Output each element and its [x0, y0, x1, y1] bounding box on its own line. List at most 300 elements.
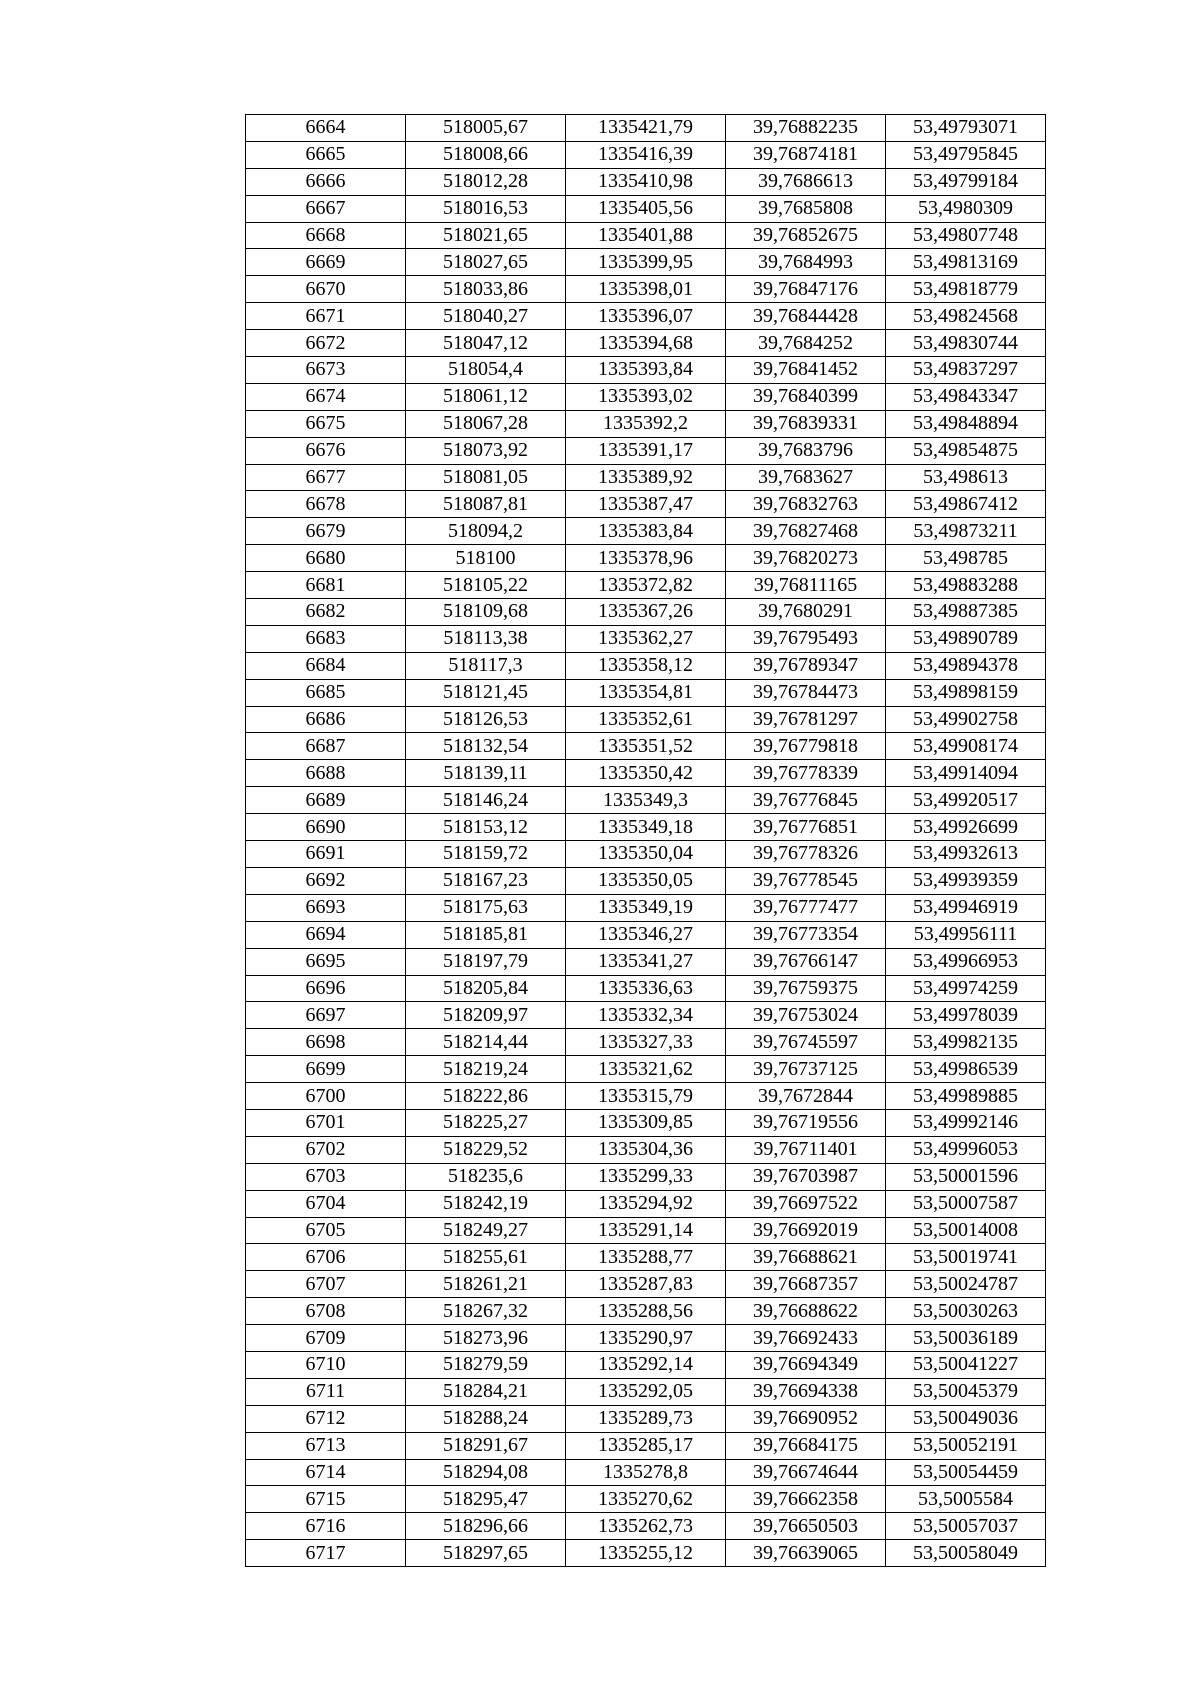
- point-number-cell: 6671: [246, 303, 406, 330]
- table-row: [246, 652, 1046, 679]
- longitude-cell: 39,7684993: [726, 249, 886, 276]
- x-coordinate-cell: 518126,53: [406, 706, 566, 733]
- y-coordinate-cell: 1335398,01: [566, 276, 726, 303]
- latitude-cell: 53,49883288: [886, 572, 1046, 599]
- latitude-cell: 53,50019741: [886, 1244, 1046, 1271]
- latitude-cell: 53,49989885: [886, 1083, 1046, 1110]
- longitude-cell: 39,7686613: [726, 168, 886, 195]
- point-number-cell: 6717: [246, 1540, 406, 1567]
- longitude-cell: 39,76662358: [726, 1486, 886, 1513]
- y-coordinate-cell: 1335299,33: [566, 1163, 726, 1190]
- table-row: [246, 679, 1046, 706]
- point-number-cell: 6710: [246, 1351, 406, 1378]
- latitude-cell: 53,49843347: [886, 383, 1046, 410]
- table-row: [246, 195, 1046, 222]
- x-coordinate-cell: 518008,66: [406, 141, 566, 168]
- latitude-cell: 53,49799184: [886, 168, 1046, 195]
- y-coordinate-cell: 1335309,85: [566, 1109, 726, 1136]
- table-row: [246, 1083, 1046, 1110]
- longitude-cell: 39,76778326: [726, 841, 886, 868]
- latitude-cell: 53,50049036: [886, 1405, 1046, 1432]
- y-coordinate-cell: 1335410,98: [566, 168, 726, 195]
- latitude-cell: 53,49982135: [886, 1029, 1046, 1056]
- x-coordinate-cell: 518222,86: [406, 1083, 566, 1110]
- y-coordinate-cell: 1335399,95: [566, 249, 726, 276]
- latitude-cell: 53,49986539: [886, 1056, 1046, 1083]
- x-coordinate-cell: 518100: [406, 545, 566, 572]
- longitude-cell: 39,76841452: [726, 357, 886, 384]
- x-coordinate-cell: 518214,44: [406, 1029, 566, 1056]
- longitude-cell: 39,76844428: [726, 303, 886, 330]
- table-row: [246, 625, 1046, 652]
- point-number-cell: 6670: [246, 276, 406, 303]
- longitude-cell: 39,7685808: [726, 195, 886, 222]
- latitude-cell: 53,49932613: [886, 841, 1046, 868]
- longitude-cell: 39,7683627: [726, 464, 886, 491]
- y-coordinate-cell: 1335389,92: [566, 464, 726, 491]
- latitude-cell: 53,49898159: [886, 679, 1046, 706]
- x-coordinate-cell: 518054,4: [406, 357, 566, 384]
- point-number-cell: 6701: [246, 1109, 406, 1136]
- table-row: [246, 733, 1046, 760]
- x-coordinate-cell: 518284,21: [406, 1378, 566, 1405]
- y-coordinate-cell: 1335358,12: [566, 652, 726, 679]
- longitude-cell: 39,76789347: [726, 652, 886, 679]
- table-row: [246, 410, 1046, 437]
- latitude-cell: 53,50057037: [886, 1513, 1046, 1540]
- point-number-cell: 6697: [246, 1002, 406, 1029]
- point-number-cell: 6676: [246, 437, 406, 464]
- point-number-cell: 6684: [246, 652, 406, 679]
- x-coordinate-cell: 518273,96: [406, 1325, 566, 1352]
- point-number-cell: 6679: [246, 518, 406, 545]
- latitude-cell: 53,49818779: [886, 276, 1046, 303]
- y-coordinate-cell: 1335405,56: [566, 195, 726, 222]
- point-number-cell: 6680: [246, 545, 406, 572]
- point-number-cell: 6681: [246, 572, 406, 599]
- latitude-cell: 53,50052191: [886, 1432, 1046, 1459]
- table-row: [246, 948, 1046, 975]
- x-coordinate-cell: 518279,59: [406, 1351, 566, 1378]
- point-number-cell: 6666: [246, 168, 406, 195]
- table-row: [246, 1513, 1046, 1540]
- x-coordinate-cell: 518021,65: [406, 222, 566, 249]
- table-row: [246, 975, 1046, 1002]
- y-coordinate-cell: 1335416,39: [566, 141, 726, 168]
- longitude-cell: 39,76778545: [726, 867, 886, 894]
- longitude-cell: 39,7672844: [726, 1083, 886, 1110]
- table-row: [246, 867, 1046, 894]
- latitude-cell: 53,50007587: [886, 1190, 1046, 1217]
- x-coordinate-cell: 518267,32: [406, 1298, 566, 1325]
- table-row: [246, 518, 1046, 545]
- longitude-cell: 39,7684252: [726, 330, 886, 357]
- x-coordinate-cell: 518105,22: [406, 572, 566, 599]
- y-coordinate-cell: 1335351,52: [566, 733, 726, 760]
- longitude-cell: 39,76692433: [726, 1325, 886, 1352]
- point-number-cell: 6705: [246, 1217, 406, 1244]
- longitude-cell: 39,76779818: [726, 733, 886, 760]
- point-number-cell: 6664: [246, 115, 406, 142]
- table-row: [246, 1029, 1046, 1056]
- latitude-cell: 53,49974259: [886, 975, 1046, 1002]
- latitude-cell: 53,50058049: [886, 1540, 1046, 1567]
- longitude-cell: 39,76827468: [726, 518, 886, 545]
- y-coordinate-cell: 1335393,84: [566, 357, 726, 384]
- point-number-cell: 6715: [246, 1486, 406, 1513]
- y-coordinate-cell: 1335349,3: [566, 787, 726, 814]
- longitude-cell: 39,76639065: [726, 1540, 886, 1567]
- y-coordinate-cell: 1335350,05: [566, 867, 726, 894]
- x-coordinate-cell: 518081,05: [406, 464, 566, 491]
- table-row: [246, 1056, 1046, 1083]
- x-coordinate-cell: 518132,54: [406, 733, 566, 760]
- table-row: [246, 1486, 1046, 1513]
- y-coordinate-cell: 1335287,83: [566, 1271, 726, 1298]
- longitude-cell: 39,76674644: [726, 1459, 886, 1486]
- y-coordinate-cell: 1335421,79: [566, 115, 726, 142]
- point-number-cell: 6708: [246, 1298, 406, 1325]
- table-row: [246, 599, 1046, 626]
- longitude-cell: 39,76737125: [726, 1056, 886, 1083]
- x-coordinate-cell: 518294,08: [406, 1459, 566, 1486]
- y-coordinate-cell: 1335367,26: [566, 599, 726, 626]
- x-coordinate-cell: 518016,53: [406, 195, 566, 222]
- longitude-cell: 39,76795493: [726, 625, 886, 652]
- longitude-cell: 39,76839331: [726, 410, 886, 437]
- table-row: [246, 276, 1046, 303]
- y-coordinate-cell: 1335332,34: [566, 1002, 726, 1029]
- x-coordinate-cell: 518067,28: [406, 410, 566, 437]
- y-coordinate-cell: 1335349,18: [566, 814, 726, 841]
- y-coordinate-cell: 1335291,14: [566, 1217, 726, 1244]
- latitude-cell: 53,498613: [886, 464, 1046, 491]
- longitude-cell: 39,76711401: [726, 1136, 886, 1163]
- table-row: [246, 894, 1046, 921]
- latitude-cell: 53,49992146: [886, 1109, 1046, 1136]
- y-coordinate-cell: 1335349,19: [566, 894, 726, 921]
- point-number-cell: 6709: [246, 1325, 406, 1352]
- y-coordinate-cell: 1335288,56: [566, 1298, 726, 1325]
- latitude-cell: 53,49867412: [886, 491, 1046, 518]
- latitude-cell: 53,4980309: [886, 195, 1046, 222]
- y-coordinate-cell: 1335321,62: [566, 1056, 726, 1083]
- point-number-cell: 6683: [246, 625, 406, 652]
- longitude-cell: 39,76852675: [726, 222, 886, 249]
- y-coordinate-cell: 1335292,14: [566, 1351, 726, 1378]
- table-row: [246, 572, 1046, 599]
- x-coordinate-cell: 518297,65: [406, 1540, 566, 1567]
- y-coordinate-cell: 1335387,47: [566, 491, 726, 518]
- point-number-cell: 6694: [246, 921, 406, 948]
- point-number-cell: 6674: [246, 383, 406, 410]
- point-number-cell: 6700: [246, 1083, 406, 1110]
- longitude-cell: 39,76687357: [726, 1271, 886, 1298]
- y-coordinate-cell: 1335393,02: [566, 383, 726, 410]
- latitude-cell: 53,49813169: [886, 249, 1046, 276]
- y-coordinate-cell: 1335294,92: [566, 1190, 726, 1217]
- x-coordinate-cell: 518291,67: [406, 1432, 566, 1459]
- x-coordinate-cell: 518033,86: [406, 276, 566, 303]
- y-coordinate-cell: 1335346,27: [566, 921, 726, 948]
- y-coordinate-cell: 1335336,63: [566, 975, 726, 1002]
- x-coordinate-cell: 518121,45: [406, 679, 566, 706]
- point-number-cell: 6703: [246, 1163, 406, 1190]
- point-number-cell: 6688: [246, 760, 406, 787]
- latitude-cell: 53,49939359: [886, 867, 1046, 894]
- x-coordinate-cell: 518225,27: [406, 1109, 566, 1136]
- point-number-cell: 6686: [246, 706, 406, 733]
- x-coordinate-cell: 518219,24: [406, 1056, 566, 1083]
- x-coordinate-cell: 518175,63: [406, 894, 566, 921]
- table-row: [246, 168, 1046, 195]
- x-coordinate-cell: 518249,27: [406, 1217, 566, 1244]
- table-row: [246, 1298, 1046, 1325]
- latitude-cell: 53,49908174: [886, 733, 1046, 760]
- latitude-cell: 53,49894378: [886, 652, 1046, 679]
- longitude-cell: 39,76753024: [726, 1002, 886, 1029]
- table-row: [246, 1002, 1046, 1029]
- latitude-cell: 53,49795845: [886, 141, 1046, 168]
- point-number-cell: 6682: [246, 599, 406, 626]
- x-coordinate-cell: 518061,12: [406, 383, 566, 410]
- y-coordinate-cell: 1335285,17: [566, 1432, 726, 1459]
- y-coordinate-cell: 1335304,36: [566, 1136, 726, 1163]
- point-number-cell: 6690: [246, 814, 406, 841]
- y-coordinate-cell: 1335362,27: [566, 625, 726, 652]
- point-number-cell: 6672: [246, 330, 406, 357]
- table-row: [246, 1190, 1046, 1217]
- x-coordinate-cell: 518185,81: [406, 921, 566, 948]
- latitude-cell: 53,50030263: [886, 1298, 1046, 1325]
- x-coordinate-cell: 518109,68: [406, 599, 566, 626]
- x-coordinate-cell: 518295,47: [406, 1486, 566, 1513]
- point-number-cell: 6696: [246, 975, 406, 1002]
- x-coordinate-cell: 518167,23: [406, 867, 566, 894]
- x-coordinate-cell: 518073,92: [406, 437, 566, 464]
- longitude-cell: 39,76692019: [726, 1217, 886, 1244]
- table-row: [246, 1432, 1046, 1459]
- latitude-cell: 53,49946919: [886, 894, 1046, 921]
- table-row: [246, 141, 1046, 168]
- y-coordinate-cell: 1335352,61: [566, 706, 726, 733]
- table-row: [246, 491, 1046, 518]
- point-number-cell: 6706: [246, 1244, 406, 1271]
- point-number-cell: 6691: [246, 841, 406, 868]
- coordinates-table-body: [246, 115, 1046, 1567]
- longitude-cell: 39,76684175: [726, 1432, 886, 1459]
- longitude-cell: 39,76688622: [726, 1298, 886, 1325]
- y-coordinate-cell: 1335289,73: [566, 1405, 726, 1432]
- table-row: [246, 437, 1046, 464]
- table-row: [246, 222, 1046, 249]
- longitude-cell: 39,76840399: [726, 383, 886, 410]
- y-coordinate-cell: 1335292,05: [566, 1378, 726, 1405]
- latitude-cell: 53,5005584: [886, 1486, 1046, 1513]
- x-coordinate-cell: 518087,81: [406, 491, 566, 518]
- latitude-cell: 53,49837297: [886, 357, 1046, 384]
- table-row: [246, 1405, 1046, 1432]
- point-number-cell: 6668: [246, 222, 406, 249]
- longitude-cell: 39,76820273: [726, 545, 886, 572]
- latitude-cell: 53,50041227: [886, 1351, 1046, 1378]
- longitude-cell: 39,76694338: [726, 1378, 886, 1405]
- x-coordinate-cell: 518040,27: [406, 303, 566, 330]
- latitude-cell: 53,49873211: [886, 518, 1046, 545]
- latitude-cell: 53,498785: [886, 545, 1046, 572]
- x-coordinate-cell: 518235,6: [406, 1163, 566, 1190]
- latitude-cell: 53,49978039: [886, 1002, 1046, 1029]
- table-row: [246, 1136, 1046, 1163]
- y-coordinate-cell: 1335350,04: [566, 841, 726, 868]
- x-coordinate-cell: 518197,79: [406, 948, 566, 975]
- longitude-cell: 39,76781297: [726, 706, 886, 733]
- table-row: [246, 841, 1046, 868]
- y-coordinate-cell: 1335396,07: [566, 303, 726, 330]
- y-coordinate-cell: 1335327,33: [566, 1029, 726, 1056]
- x-coordinate-cell: 518012,28: [406, 168, 566, 195]
- x-coordinate-cell: 518146,24: [406, 787, 566, 814]
- latitude-cell: 53,49793071: [886, 115, 1046, 142]
- y-coordinate-cell: 1335315,79: [566, 1083, 726, 1110]
- point-number-cell: 6693: [246, 894, 406, 921]
- longitude-cell: 39,76882235: [726, 115, 886, 142]
- table-row: [246, 1244, 1046, 1271]
- point-number-cell: 6678: [246, 491, 406, 518]
- latitude-cell: 53,49854875: [886, 437, 1046, 464]
- latitude-cell: 53,49807748: [886, 222, 1046, 249]
- longitude-cell: 39,76784473: [726, 679, 886, 706]
- x-coordinate-cell: 518288,24: [406, 1405, 566, 1432]
- latitude-cell: 53,49848894: [886, 410, 1046, 437]
- x-coordinate-cell: 518117,3: [406, 652, 566, 679]
- coordinates-table: [245, 114, 1046, 1567]
- x-coordinate-cell: 518229,52: [406, 1136, 566, 1163]
- point-number-cell: 6695: [246, 948, 406, 975]
- latitude-cell: 53,50001596: [886, 1163, 1046, 1190]
- latitude-cell: 53,49902758: [886, 706, 1046, 733]
- longitude-cell: 39,76703987: [726, 1163, 886, 1190]
- longitude-cell: 39,76766147: [726, 948, 886, 975]
- latitude-cell: 53,49996053: [886, 1136, 1046, 1163]
- y-coordinate-cell: 1335255,12: [566, 1540, 726, 1567]
- longitude-cell: 39,76719556: [726, 1109, 886, 1136]
- longitude-cell: 39,76688621: [726, 1244, 886, 1271]
- table-row: [246, 1271, 1046, 1298]
- x-coordinate-cell: 518027,65: [406, 249, 566, 276]
- longitude-cell: 39,76847176: [726, 276, 886, 303]
- table-row: [246, 545, 1046, 572]
- latitude-cell: 53,49887385: [886, 599, 1046, 626]
- longitude-cell: 39,76773354: [726, 921, 886, 948]
- x-coordinate-cell: 518261,21: [406, 1271, 566, 1298]
- point-number-cell: 6699: [246, 1056, 406, 1083]
- longitude-cell: 39,76832763: [726, 491, 886, 518]
- latitude-cell: 53,50014008: [886, 1217, 1046, 1244]
- y-coordinate-cell: 1335288,77: [566, 1244, 726, 1271]
- latitude-cell: 53,50024787: [886, 1271, 1046, 1298]
- latitude-cell: 53,49920517: [886, 787, 1046, 814]
- latitude-cell: 53,49890789: [886, 625, 1046, 652]
- point-number-cell: 6713: [246, 1432, 406, 1459]
- latitude-cell: 53,50045379: [886, 1378, 1046, 1405]
- longitude-cell: 39,76759375: [726, 975, 886, 1002]
- longitude-cell: 39,76697522: [726, 1190, 886, 1217]
- table-row: [246, 1163, 1046, 1190]
- point-number-cell: 6711: [246, 1378, 406, 1405]
- latitude-cell: 53,49824568: [886, 303, 1046, 330]
- point-number-cell: 6714: [246, 1459, 406, 1486]
- x-coordinate-cell: 518209,97: [406, 1002, 566, 1029]
- latitude-cell: 53,50036189: [886, 1325, 1046, 1352]
- table-row: [246, 249, 1046, 276]
- longitude-cell: 39,76745597: [726, 1029, 886, 1056]
- x-coordinate-cell: 518113,38: [406, 625, 566, 652]
- longitude-cell: 39,76777477: [726, 894, 886, 921]
- latitude-cell: 53,49830744: [886, 330, 1046, 357]
- y-coordinate-cell: 1335262,73: [566, 1513, 726, 1540]
- longitude-cell: 39,76694349: [726, 1351, 886, 1378]
- y-coordinate-cell: 1335378,96: [566, 545, 726, 572]
- longitude-cell: 39,76811165: [726, 572, 886, 599]
- y-coordinate-cell: 1335278,8: [566, 1459, 726, 1486]
- table-row: [246, 1378, 1046, 1405]
- table-row: [246, 1109, 1046, 1136]
- point-number-cell: 6716: [246, 1513, 406, 1540]
- table-row: [246, 760, 1046, 787]
- x-coordinate-cell: 518153,12: [406, 814, 566, 841]
- y-coordinate-cell: 1335270,62: [566, 1486, 726, 1513]
- y-coordinate-cell: 1335372,82: [566, 572, 726, 599]
- table-row: [246, 115, 1046, 142]
- table-row: [246, 1217, 1046, 1244]
- point-number-cell: 6712: [246, 1405, 406, 1432]
- latitude-cell: 53,49926699: [886, 814, 1046, 841]
- point-number-cell: 6685: [246, 679, 406, 706]
- x-coordinate-cell: 518159,72: [406, 841, 566, 868]
- table-row: [246, 357, 1046, 384]
- table-row: [246, 1540, 1046, 1567]
- x-coordinate-cell: 518205,84: [406, 975, 566, 1002]
- table-row: [246, 814, 1046, 841]
- x-coordinate-cell: 518094,2: [406, 518, 566, 545]
- y-coordinate-cell: 1335354,81: [566, 679, 726, 706]
- table-row: [246, 706, 1046, 733]
- point-number-cell: 6707: [246, 1271, 406, 1298]
- y-coordinate-cell: 1335391,17: [566, 437, 726, 464]
- table-row: [246, 787, 1046, 814]
- y-coordinate-cell: 1335350,42: [566, 760, 726, 787]
- point-number-cell: 6667: [246, 195, 406, 222]
- latitude-cell: 53,50054459: [886, 1459, 1046, 1486]
- y-coordinate-cell: 1335290,97: [566, 1325, 726, 1352]
- longitude-cell: 39,76776845: [726, 787, 886, 814]
- point-number-cell: 6689: [246, 787, 406, 814]
- point-number-cell: 6687: [246, 733, 406, 760]
- y-coordinate-cell: 1335383,84: [566, 518, 726, 545]
- point-number-cell: 6673: [246, 357, 406, 384]
- table-row: [246, 303, 1046, 330]
- x-coordinate-cell: 518296,66: [406, 1513, 566, 1540]
- y-coordinate-cell: 1335401,88: [566, 222, 726, 249]
- table-row: [246, 464, 1046, 491]
- point-number-cell: 6677: [246, 464, 406, 491]
- longitude-cell: 39,76874181: [726, 141, 886, 168]
- point-number-cell: 6702: [246, 1136, 406, 1163]
- latitude-cell: 53,49956111: [886, 921, 1046, 948]
- table-row: [246, 1325, 1046, 1352]
- point-number-cell: 6692: [246, 867, 406, 894]
